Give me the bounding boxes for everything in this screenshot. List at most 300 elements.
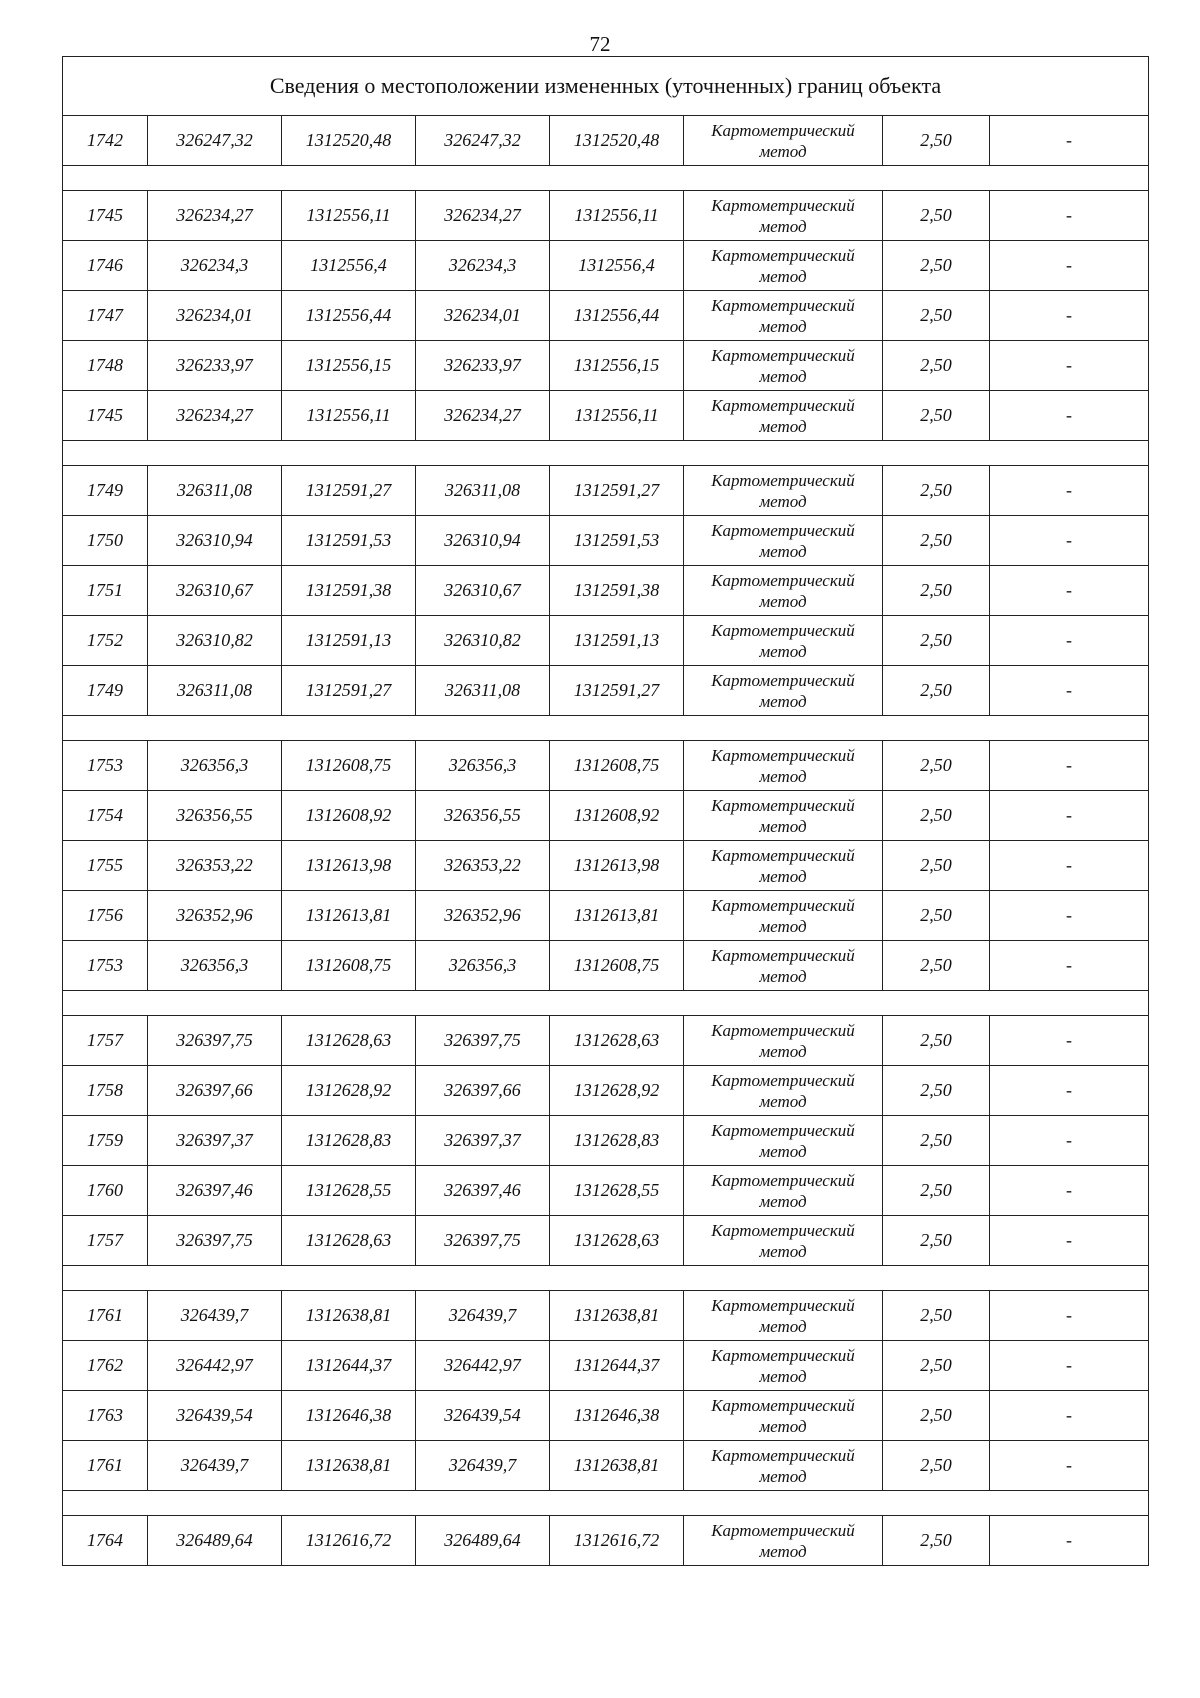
accuracy-cell: 2,50 [883,666,990,716]
refined-y-cell: 1312613,81 [550,891,684,941]
accuracy-cell: 2,50 [883,841,990,891]
method-cell [684,616,883,666]
method-cell [684,116,883,166]
table-row [63,391,1149,441]
note-cell: - [990,1116,1149,1166]
note-cell: - [990,1066,1149,1116]
refined-y-cell: 1312608,75 [550,741,684,791]
method-text: метод [759,416,807,436]
refined-x-cell: 326356,3 [416,941,550,991]
existing-x-cell: 326397,75 [148,1216,282,1266]
refined-y-cell: 1312616,72 [550,1516,684,1566]
refined-y-cell: 1312646,38 [550,1391,684,1441]
refined-y-cell: 1312556,15 [550,341,684,391]
note-cell: - [990,566,1149,616]
table-row [63,1341,1149,1391]
table-row [63,891,1149,941]
existing-y-cell: 1312591,13 [282,616,416,666]
group-separator-row [63,716,1149,741]
accuracy-cell: 2,50 [883,566,990,616]
refined-x-cell: 326247,32 [416,116,550,166]
method-cell [684,1066,883,1116]
accuracy-cell: 2,50 [883,791,990,841]
method-cell [684,1216,883,1266]
method-text: Картометрический [711,1345,855,1365]
table-row [63,1066,1149,1116]
refined-y-cell: 1312591,53 [550,516,684,566]
group-separator-cell [63,1266,1149,1291]
method-cell [684,516,883,566]
point-number-cell: 1755 [63,841,148,891]
group-separator-row [63,166,1149,191]
point-number-cell: 1763 [63,1391,148,1441]
existing-x-cell: 326234,27 [148,191,282,241]
table-row [63,1216,1149,1266]
note-cell: - [990,1441,1149,1491]
existing-y-cell: 1312613,98 [282,841,416,891]
refined-x-cell: 326439,7 [416,1441,550,1491]
refined-x-cell: 326234,27 [416,391,550,441]
existing-y-cell: 1312556,11 [282,391,416,441]
existing-x-cell: 326310,82 [148,616,282,666]
point-number-cell: 1760 [63,1166,148,1216]
table-row [63,466,1149,516]
method-text: метод [759,1541,807,1561]
existing-x-cell: 326439,7 [148,1291,282,1341]
existing-x-cell: 326356,3 [148,941,282,991]
existing-y-cell: 1312628,92 [282,1066,416,1116]
existing-y-cell: 1312628,63 [282,1216,416,1266]
table-row [63,1441,1149,1491]
point-number-cell: 1746 [63,241,148,291]
note-cell: - [990,291,1149,341]
note-cell: - [990,1516,1149,1566]
method-text: метод [759,541,807,561]
refined-y-cell: 1312520,48 [550,116,684,166]
point-number-cell: 1761 [63,1291,148,1341]
refined-y-cell: 1312556,4 [550,241,684,291]
existing-y-cell: 1312628,83 [282,1116,416,1166]
existing-x-cell: 326247,32 [148,116,282,166]
point-number-cell: 1745 [63,191,148,241]
accuracy-cell: 2,50 [883,1516,990,1566]
method-cell [684,741,883,791]
accuracy-cell: 2,50 [883,1116,990,1166]
method-cell [684,191,883,241]
method-text: Картометрический [711,945,855,965]
group-separator-row [63,1491,1149,1516]
accuracy-cell: 2,50 [883,1291,990,1341]
note-cell: - [990,516,1149,566]
accuracy-cell: 2,50 [883,466,990,516]
point-number-cell: 1745 [63,391,148,441]
note-cell: - [990,891,1149,941]
refined-y-cell: 1312556,11 [550,391,684,441]
accuracy-cell: 2,50 [883,1066,990,1116]
point-number-cell: 1758 [63,1066,148,1116]
method-text: Картометрический [711,245,855,265]
table-row [63,941,1149,991]
method-text: метод [759,1041,807,1061]
note-cell: - [990,841,1149,891]
method-text: метод [759,1466,807,1486]
accuracy-cell: 2,50 [883,241,990,291]
existing-x-cell: 326397,75 [148,1016,282,1066]
method-text: Картометрический [711,470,855,490]
method-text: метод [759,1191,807,1211]
table-row [63,1391,1149,1441]
refined-x-cell: 326489,64 [416,1516,550,1566]
accuracy-cell: 2,50 [883,741,990,791]
method-text: метод [759,366,807,386]
group-separator-cell [63,716,1149,741]
method-text: Картометрический [711,1170,855,1190]
existing-x-cell: 326489,64 [148,1516,282,1566]
boundary-points-table [62,56,1149,1566]
refined-y-cell: 1312608,92 [550,791,684,841]
existing-y-cell: 1312608,92 [282,791,416,841]
point-number-cell: 1749 [63,666,148,716]
refined-x-cell: 326233,97 [416,341,550,391]
point-number-cell: 1750 [63,516,148,566]
method-text: метод [759,491,807,511]
refined-x-cell: 326397,75 [416,1016,550,1066]
existing-y-cell: 1312556,15 [282,341,416,391]
existing-y-cell: 1312591,53 [282,516,416,566]
note-cell: - [990,241,1149,291]
refined-x-cell: 326310,67 [416,566,550,616]
existing-x-cell: 326310,67 [148,566,282,616]
group-separator-cell [63,1491,1149,1516]
point-number-cell: 1757 [63,1216,148,1266]
refined-y-cell: 1312638,81 [550,1291,684,1341]
method-text: Картометрический [711,1020,855,1040]
refined-y-cell: 1312613,98 [550,841,684,891]
refined-y-cell: 1312556,44 [550,291,684,341]
existing-x-cell: 326352,96 [148,891,282,941]
refined-x-cell: 326234,01 [416,291,550,341]
method-text: Картометрический [711,795,855,815]
method-cell [684,566,883,616]
method-cell [684,1391,883,1441]
method-text: метод [759,691,807,711]
existing-y-cell: 1312591,27 [282,666,416,716]
refined-x-cell: 326356,3 [416,741,550,791]
group-separator-row [63,1266,1149,1291]
refined-y-cell: 1312591,27 [550,666,684,716]
existing-x-cell: 326442,97 [148,1341,282,1391]
existing-x-cell: 326397,37 [148,1116,282,1166]
method-text: метод [759,141,807,161]
accuracy-cell: 2,50 [883,1391,990,1441]
method-text: Картометрический [711,895,855,915]
method-cell [684,1116,883,1166]
group-separator-row [63,441,1149,466]
note-cell: - [990,391,1149,441]
existing-x-cell: 326234,3 [148,241,282,291]
accuracy-cell: 2,50 [883,891,990,941]
table-row [63,1166,1149,1216]
accuracy-cell: 2,50 [883,616,990,666]
existing-x-cell: 326234,27 [148,391,282,441]
existing-x-cell: 326310,94 [148,516,282,566]
group-separator-row [63,991,1149,1016]
note-cell: - [990,616,1149,666]
table-row [63,341,1149,391]
method-text: метод [759,866,807,886]
refined-x-cell: 326356,55 [416,791,550,841]
refined-y-cell: 1312556,11 [550,191,684,241]
note-cell: - [990,341,1149,391]
point-number-cell: 1764 [63,1516,148,1566]
point-number-cell: 1753 [63,941,148,991]
refined-x-cell: 326311,08 [416,466,550,516]
point-number-cell: 1761 [63,1441,148,1491]
accuracy-cell: 2,50 [883,1216,990,1266]
accuracy-cell: 2,50 [883,1016,990,1066]
table-row [63,741,1149,791]
existing-y-cell: 1312556,44 [282,291,416,341]
existing-y-cell: 1312520,48 [282,116,416,166]
refined-x-cell: 326311,08 [416,666,550,716]
accuracy-cell: 2,50 [883,341,990,391]
method-text: метод [759,816,807,836]
existing-y-cell: 1312613,81 [282,891,416,941]
method-cell [684,666,883,716]
refined-y-cell: 1312628,92 [550,1066,684,1116]
method-cell [684,1016,883,1066]
method-text: Картометрический [711,195,855,215]
point-number-cell: 1748 [63,341,148,391]
method-text: Картометрический [711,845,855,865]
method-text: метод [759,916,807,936]
method-cell [684,1441,883,1491]
method-cell [684,341,883,391]
table-row [63,666,1149,716]
table-row [63,1516,1149,1566]
boundary-table-container [62,56,1148,1566]
method-text: Картометрический [711,120,855,140]
existing-x-cell: 326439,54 [148,1391,282,1441]
method-cell [684,1341,883,1391]
existing-y-cell: 1312638,81 [282,1291,416,1341]
method-text: Картометрический [711,620,855,640]
point-number-cell: 1756 [63,891,148,941]
existing-y-cell: 1312638,81 [282,1441,416,1491]
accuracy-cell: 2,50 [883,941,990,991]
point-number-cell: 1753 [63,741,148,791]
refined-x-cell: 326352,96 [416,891,550,941]
refined-x-cell: 326353,22 [416,841,550,891]
existing-y-cell: 1312608,75 [282,941,416,991]
method-text: Картометрический [711,1295,855,1315]
table-row [63,566,1149,616]
note-cell: - [990,191,1149,241]
group-separator-cell [63,441,1149,466]
method-text: Картометрический [711,1395,855,1415]
page-number: 72 [589,32,611,56]
existing-x-cell: 326311,08 [148,666,282,716]
method-text: метод [759,216,807,236]
method-text: Картометрический [711,1120,855,1140]
refined-x-cell: 326397,66 [416,1066,550,1116]
refined-y-cell: 1312591,13 [550,616,684,666]
method-cell [684,241,883,291]
method-text: метод [759,1366,807,1386]
existing-y-cell: 1312628,55 [282,1166,416,1216]
refined-x-cell: 326397,46 [416,1166,550,1216]
note-cell: - [990,1216,1149,1266]
existing-y-cell: 1312616,72 [282,1516,416,1566]
method-cell [684,1166,883,1216]
method-text: Картометрический [711,295,855,315]
accuracy-cell: 2,50 [883,1441,990,1491]
existing-x-cell: 326353,22 [148,841,282,891]
note-cell: - [990,741,1149,791]
method-cell [684,841,883,891]
point-number-cell: 1754 [63,791,148,841]
existing-y-cell: 1312591,27 [282,466,416,516]
existing-y-cell: 1312556,11 [282,191,416,241]
point-number-cell: 1742 [63,116,148,166]
method-cell [684,291,883,341]
method-text: метод [759,1091,807,1111]
table-row [63,1016,1149,1066]
refined-y-cell: 1312608,75 [550,941,684,991]
accuracy-cell: 2,50 [883,1166,990,1216]
existing-x-cell: 326356,3 [148,741,282,791]
note-cell: - [990,1341,1149,1391]
method-cell [684,791,883,841]
note-cell: - [990,466,1149,516]
method-text: Картометрический [711,395,855,415]
table-row [63,791,1149,841]
accuracy-cell: 2,50 [883,1341,990,1391]
existing-y-cell: 1312608,75 [282,741,416,791]
refined-y-cell: 1312644,37 [550,1341,684,1391]
method-text: Картометрический [711,570,855,590]
method-text: Картометрический [711,745,855,765]
refined-x-cell: 326439,54 [416,1391,550,1441]
table-row [63,1116,1149,1166]
table-title: Сведения о местоположении измененных (уточненных) границ объекта [63,57,1149,116]
table-title-row [63,57,1149,116]
group-separator-cell [63,166,1149,191]
method-text: метод [759,266,807,286]
method-text: метод [759,1241,807,1261]
method-text: Картометрический [711,520,855,540]
table-row [63,616,1149,666]
point-number-cell: 1757 [63,1016,148,1066]
method-text: метод [759,1316,807,1336]
point-number-cell: 1751 [63,566,148,616]
existing-x-cell: 326397,66 [148,1066,282,1116]
existing-x-cell: 326233,97 [148,341,282,391]
existing-y-cell: 1312646,38 [282,1391,416,1441]
table-row [63,1291,1149,1341]
note-cell: - [990,791,1149,841]
accuracy-cell: 2,50 [883,116,990,166]
refined-x-cell: 326397,37 [416,1116,550,1166]
accuracy-cell: 2,50 [883,291,990,341]
existing-x-cell: 326311,08 [148,466,282,516]
refined-x-cell: 326439,7 [416,1291,550,1341]
refined-y-cell: 1312628,83 [550,1116,684,1166]
table-row [63,241,1149,291]
existing-y-cell: 1312556,4 [282,241,416,291]
existing-y-cell: 1312628,63 [282,1016,416,1066]
method-text: метод [759,1416,807,1436]
existing-y-cell: 1312644,37 [282,1341,416,1391]
table-row [63,116,1149,166]
refined-y-cell: 1312591,27 [550,466,684,516]
note-cell: - [990,1016,1149,1066]
method-text: Картометрический [711,1070,855,1090]
existing-x-cell: 326439,7 [148,1441,282,1491]
existing-x-cell: 326356,55 [148,791,282,841]
refined-y-cell: 1312628,63 [550,1216,684,1266]
method-text: метод [759,966,807,986]
method-cell [684,941,883,991]
method-cell [684,391,883,441]
refined-x-cell: 326310,94 [416,516,550,566]
table-row [63,516,1149,566]
method-text: метод [759,316,807,336]
refined-y-cell: 1312591,38 [550,566,684,616]
note-cell: - [990,116,1149,166]
refined-x-cell: 326397,75 [416,1216,550,1266]
existing-x-cell: 326234,01 [148,291,282,341]
method-text: метод [759,641,807,661]
method-cell [684,1516,883,1566]
point-number-cell: 1759 [63,1116,148,1166]
method-text: метод [759,591,807,611]
note-cell: - [990,666,1149,716]
table-row [63,841,1149,891]
refined-x-cell: 326310,82 [416,616,550,666]
method-cell [684,466,883,516]
point-number-cell: 1762 [63,1341,148,1391]
point-number-cell: 1749 [63,466,148,516]
method-text: Картометрический [711,1220,855,1240]
method-text: метод [759,766,807,786]
existing-x-cell: 326397,46 [148,1166,282,1216]
note-cell: - [990,1291,1149,1341]
table-row [63,291,1149,341]
table-row [63,191,1149,241]
refined-x-cell: 326234,27 [416,191,550,241]
note-cell: - [990,941,1149,991]
existing-y-cell: 1312591,38 [282,566,416,616]
point-number-cell: 1747 [63,291,148,341]
method-cell [684,891,883,941]
refined-x-cell: 326234,3 [416,241,550,291]
note-cell: - [990,1391,1149,1441]
method-text: Картометрический [711,345,855,365]
refined-y-cell: 1312628,55 [550,1166,684,1216]
refined-x-cell: 326442,97 [416,1341,550,1391]
refined-y-cell: 1312628,63 [550,1016,684,1066]
accuracy-cell: 2,50 [883,516,990,566]
accuracy-cell: 2,50 [883,391,990,441]
accuracy-cell: 2,50 [883,191,990,241]
method-text: Картометрический [711,1520,855,1540]
group-separator-cell [63,991,1149,1016]
method-text: Картометрический [711,670,855,690]
method-cell [684,1291,883,1341]
method-text: Картометрический [711,1445,855,1465]
method-text: метод [759,1141,807,1161]
